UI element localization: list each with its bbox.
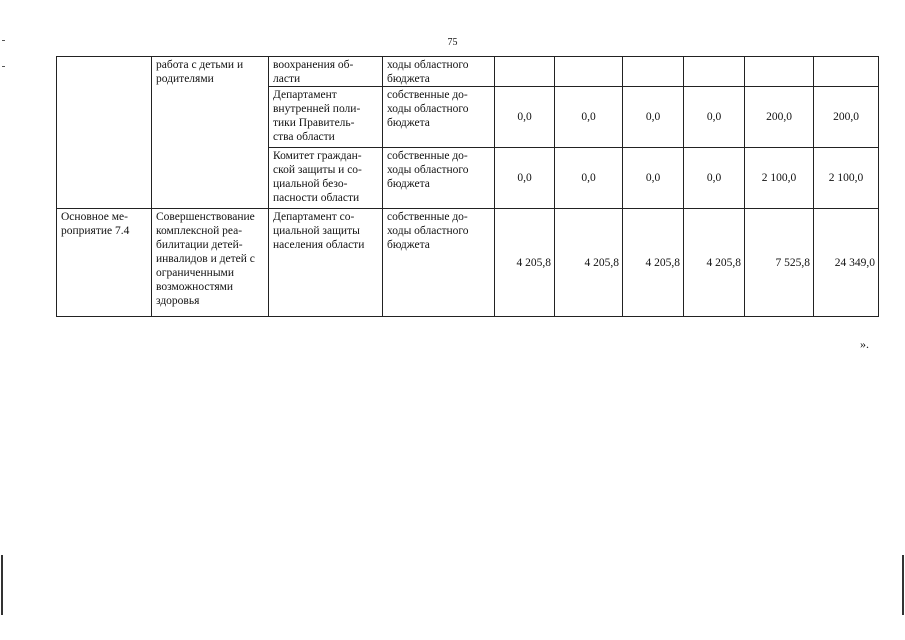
responsible-cell: Комитет граждан- ской защиты и со- циальной безо- пасности области [269,148,383,209]
value-cell: 4 205,8 [684,209,745,317]
value-cell [623,57,684,87]
value-cell [555,57,623,87]
source-cell: собственные до- ходы областного бюджета [383,87,495,148]
value-cell: 200,0 [814,87,879,148]
value-cell: 2 100,0 [745,148,814,209]
value-cell: 4 205,8 [495,209,555,317]
responsible-cell: воохранения об- ласти [269,57,383,87]
value-cell: 0,0 [684,87,745,148]
value-cell [684,57,745,87]
scan-edge-mark [2,40,5,41]
value-cell: 0,0 [555,87,623,148]
value-cell: 24 349,0 [814,209,879,317]
scan-edge-mark [2,66,5,67]
value-cell: 4 205,8 [623,209,684,317]
value-cell [495,57,555,87]
scan-edge-mark [902,555,904,615]
source-cell: ходы областного бюджета [383,57,495,87]
value-cell: 0,0 [623,87,684,148]
responsible-cell: Департамент со- циальной защиты населения области [269,209,383,317]
value-cell: 0,0 [495,87,555,148]
value-cell: 200,0 [745,87,814,148]
value-cell: 7 525,8 [745,209,814,317]
source-cell: собственные до- ходы областного бюджета [383,209,495,317]
source-cell: собственные до- ходы областного бюджета [383,148,495,209]
value-cell: 2 100,0 [814,148,879,209]
responsible-cell: Департамент внутренней поли- тики Правитель- ства области [269,87,383,148]
value-cell: 0,0 [684,148,745,209]
value-cell: 0,0 [495,148,555,209]
value-cell [745,57,814,87]
value-cell [814,57,879,87]
activity-cell: Основное ме- роприятие 7.4 [57,209,152,317]
scan-edge-mark [1,555,3,615]
closing-quote: ». [860,337,869,351]
activity-name-cell: Совершенствование комплексной реа- билитации детей- инвалидов и детей с ограниченными возможностями здоровья [152,209,269,317]
page-number: 75 [447,37,458,48]
value-cell: 0,0 [555,148,623,209]
value-cell: 0,0 [623,148,684,209]
table-row [57,209,879,317]
table-row [57,57,879,87]
activity-name-cell: работа с детьми и родителями [152,57,269,209]
value-cell: 4 205,8 [555,209,623,317]
activity-cell-empty [57,57,152,209]
budget-table [56,56,879,317]
